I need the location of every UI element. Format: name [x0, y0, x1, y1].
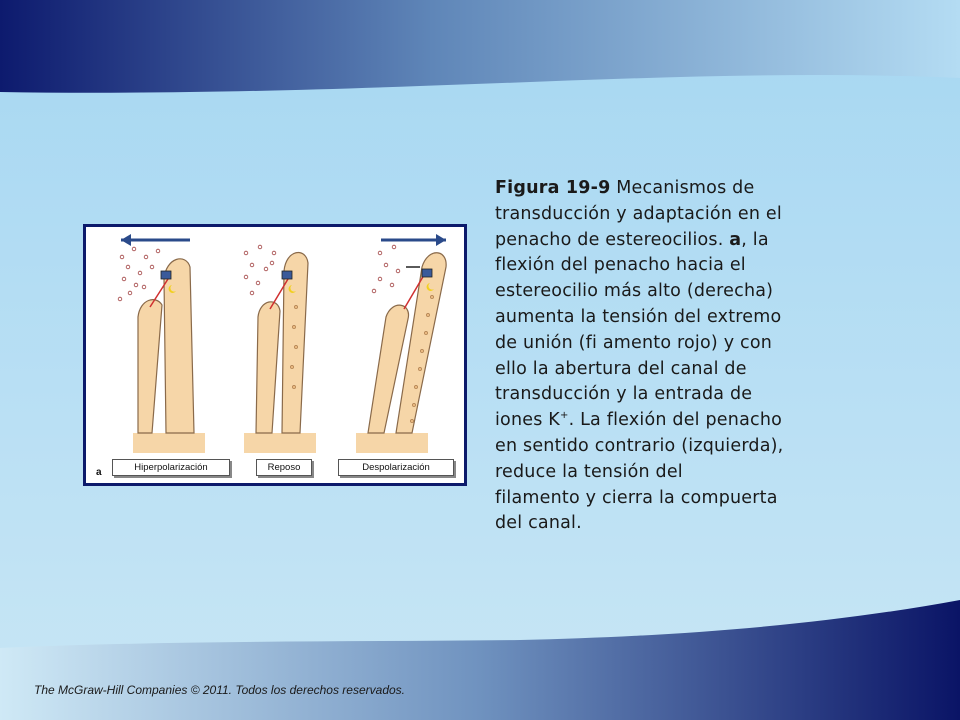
caption-line-12: reduce la tensión del	[495, 461, 683, 482]
caption-line-7: de unión (fi amento rojo) y con	[495, 332, 773, 353]
hair-bundle-figure	[83, 224, 467, 486]
label-depolarization: Despolarización	[338, 459, 454, 476]
panel-hyperpolarization	[118, 234, 194, 433]
caption-line-6: aumenta la tensión del extremo	[495, 306, 782, 327]
caption-line-4: flexión del penacho hacia el	[495, 255, 746, 276]
copyright-footer: The McGraw-Hill Companies © 2011. Todos los derechos reservados.	[34, 683, 406, 697]
figure-canvas	[86, 227, 464, 483]
base-plate-2	[244, 433, 316, 453]
caption-line-8: ello la abertura del canal de	[495, 358, 747, 379]
caption-line-2: transducción y adaptación en el	[495, 203, 782, 224]
transduction-channel	[422, 269, 432, 277]
caption-line-11: en sentido contrario (izquierda),	[495, 435, 784, 456]
tall-stereocilium	[282, 253, 308, 433]
caption-line-3: penacho de estereocilios. a, la	[495, 229, 769, 250]
hair-bundle-diagram	[86, 227, 464, 483]
tall-stereocilium	[164, 259, 194, 433]
base-plate-1	[133, 433, 205, 453]
caption-line-10: iones K+. La flexión del penacho	[495, 410, 783, 431]
caption-line-5: estereocilio más alto (derecha)	[495, 281, 774, 302]
panel-depolarization	[368, 234, 446, 433]
caption-line-13: filamento y cierra la compuerta	[495, 487, 778, 508]
caption-line-9: transducción y la entrada de	[495, 384, 753, 405]
figure-caption	[495, 176, 845, 537]
transduction-channel	[282, 271, 292, 279]
transduction-channel	[161, 271, 171, 279]
caption-title: Figura 19-9	[495, 178, 611, 198]
label-rest: Reposo	[256, 459, 312, 476]
base-plate-3	[356, 433, 428, 453]
label-hyperpolarization: Hiperpolarización	[112, 459, 230, 476]
caption-line-1: Figura 19-9 Mecanismos de	[495, 178, 755, 198]
short-stereocilium	[138, 300, 162, 433]
caption-line-14: del canal.	[495, 513, 582, 534]
short-stereocilium	[256, 302, 280, 433]
panel-rest	[244, 245, 308, 433]
panel-letter: a	[96, 467, 102, 478]
